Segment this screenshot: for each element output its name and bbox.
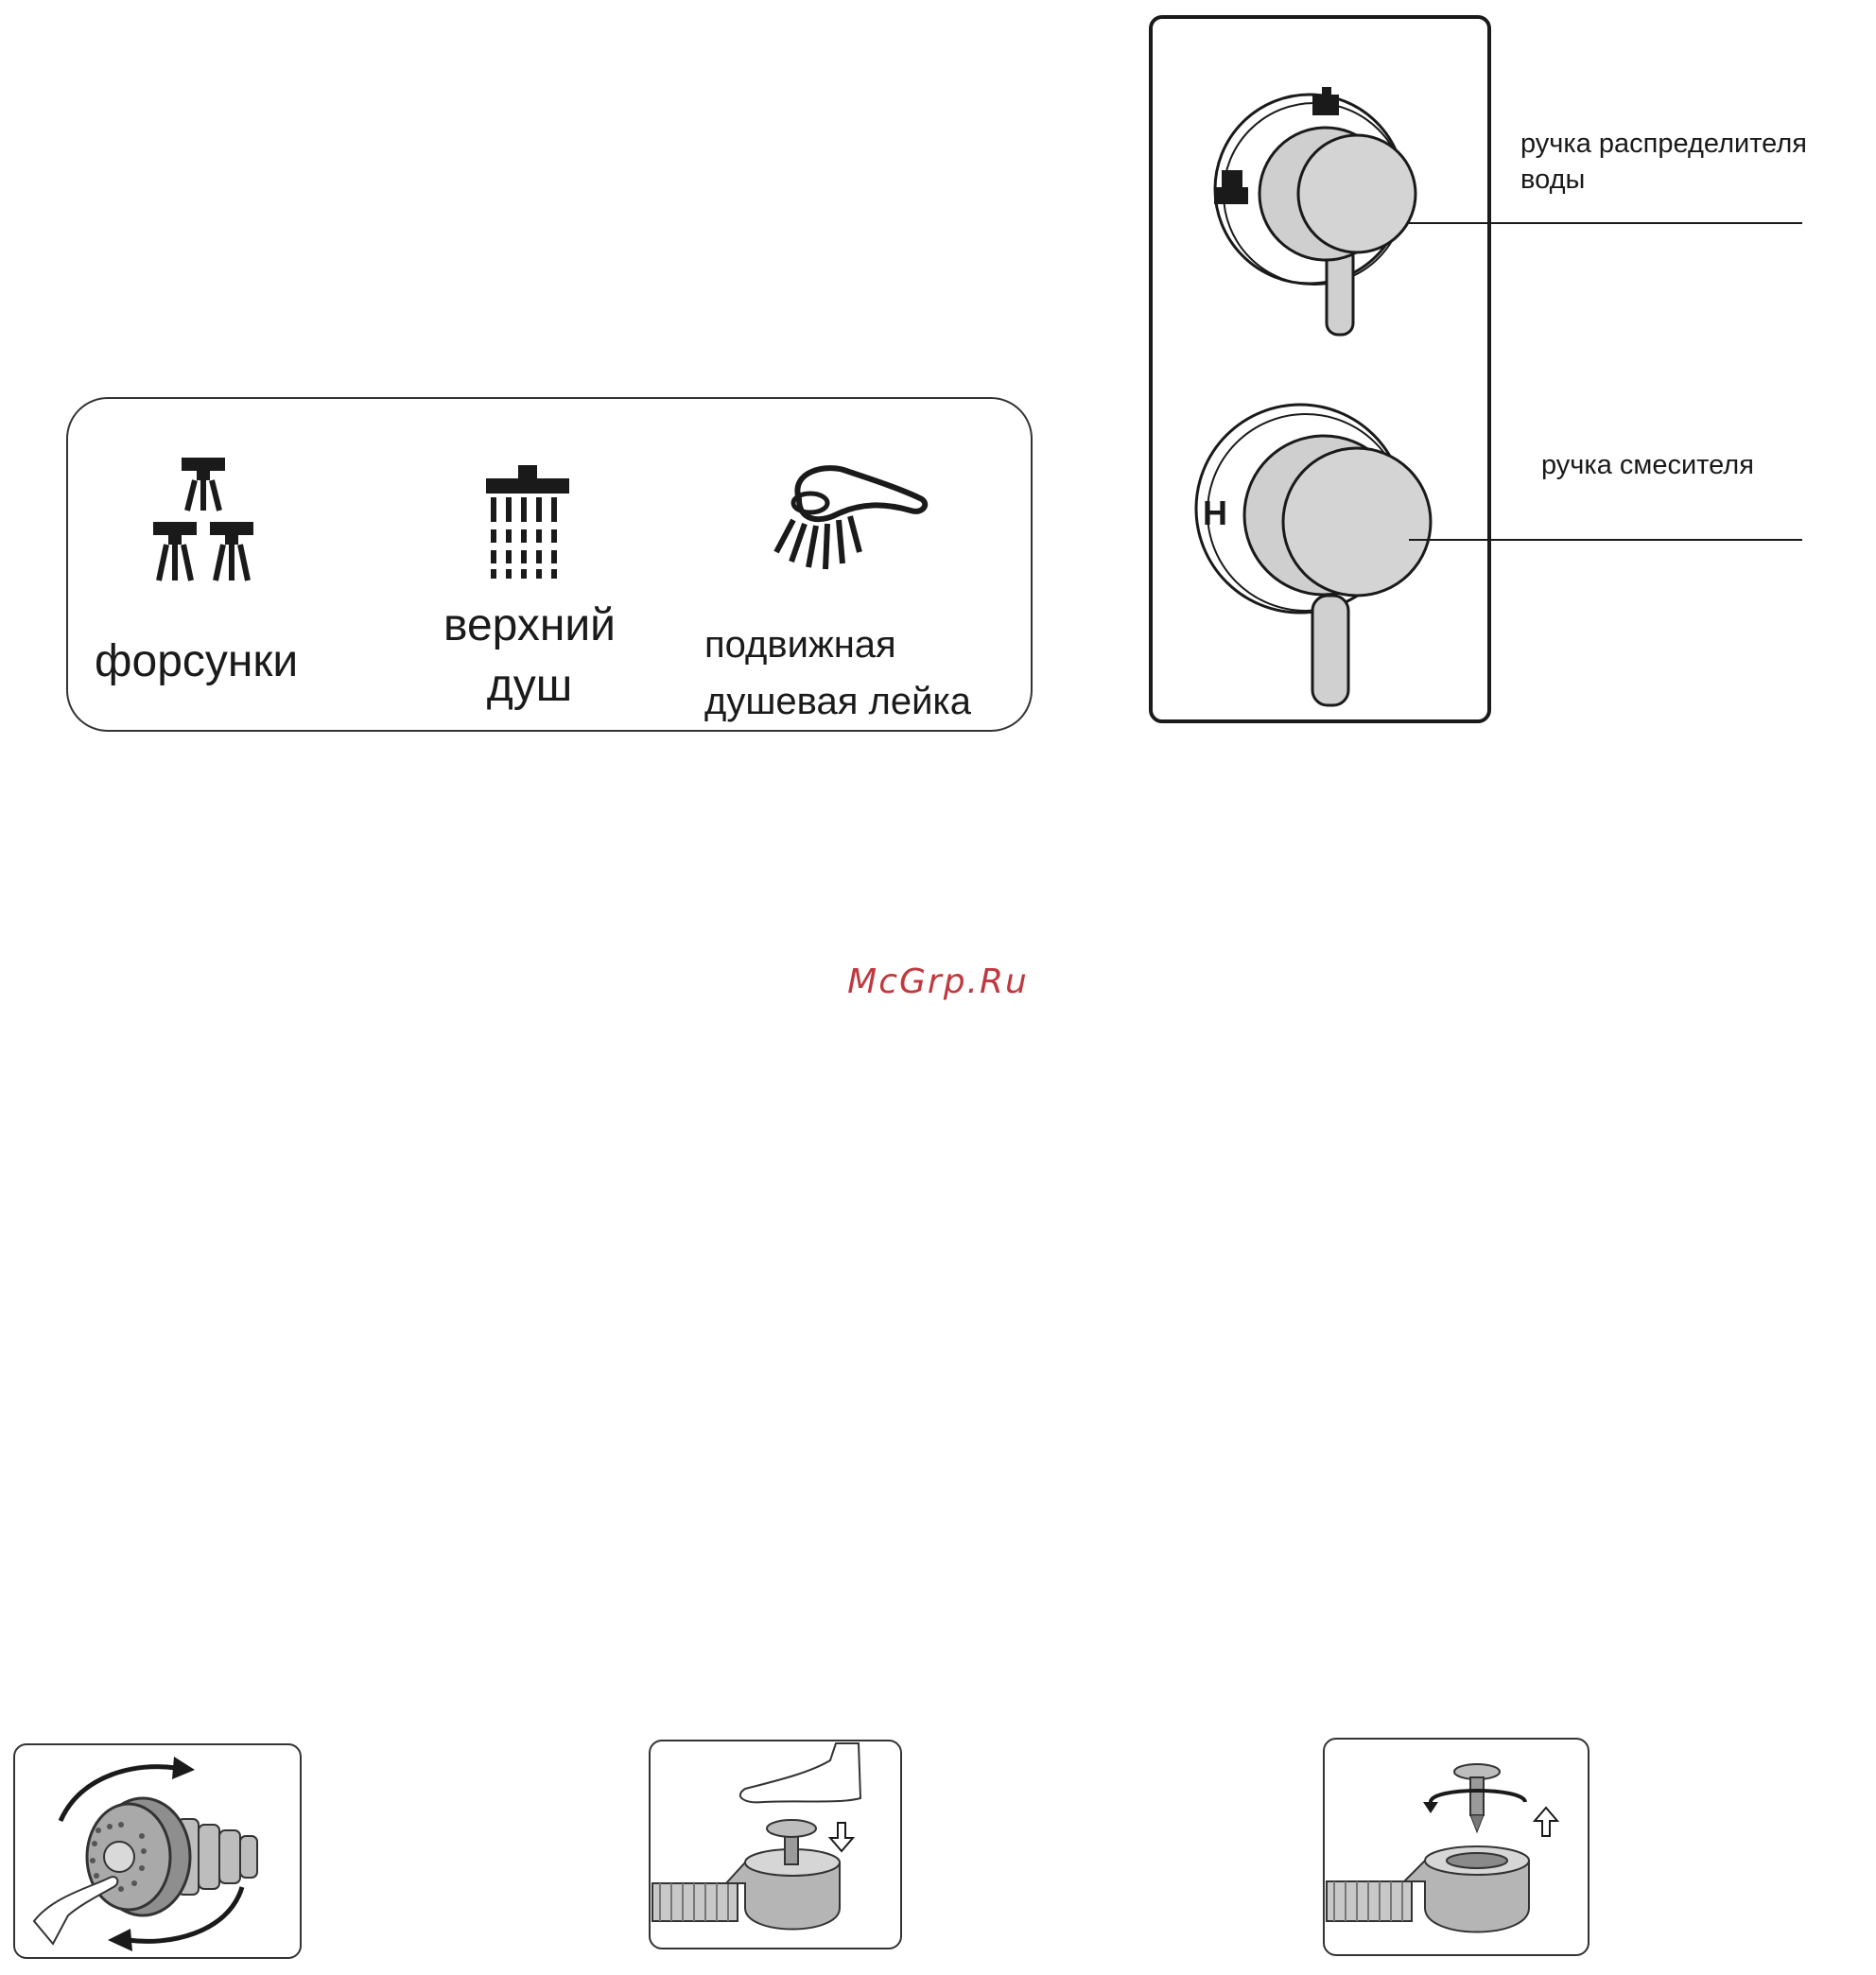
hand-shower-label (704, 616, 971, 730)
overhead-shower-label-line2: душ (486, 661, 573, 711)
overhead-shower-label-line1: верхний (443, 600, 616, 650)
mixer-hot-marker: H (1203, 494, 1227, 532)
nozzle-rotation-illustration (13, 1743, 302, 1959)
diverter-callout (1520, 126, 1861, 198)
diverter-knob[interactable] (1201, 76, 1437, 350)
nozzles-label: форсунки (95, 636, 299, 686)
watermark: McGrp.Ru (847, 962, 1029, 1001)
overhead-shower-label (435, 596, 624, 717)
diverter-callout-line2: воды (1520, 165, 1586, 195)
hand-shower-label-line1: подвижная (704, 624, 896, 666)
diverter-leader-line (1409, 222, 1802, 224)
nozzles-icon (142, 454, 265, 586)
mixer-knob[interactable] (1187, 388, 1442, 709)
hand-shower-icon (771, 461, 931, 584)
drain-remove-illustration (1323, 1738, 1589, 1956)
mixer-leader-line (1409, 539, 1802, 541)
mixer-callout: ручка смесителя (1541, 450, 1754, 480)
drain-press-illustration (649, 1740, 902, 1949)
diverter-callout-line1: ручка распределителя (1520, 129, 1807, 159)
overhead-shower-icon (480, 463, 575, 581)
hand-shower-label-line2: душевая лейка (704, 681, 972, 722)
